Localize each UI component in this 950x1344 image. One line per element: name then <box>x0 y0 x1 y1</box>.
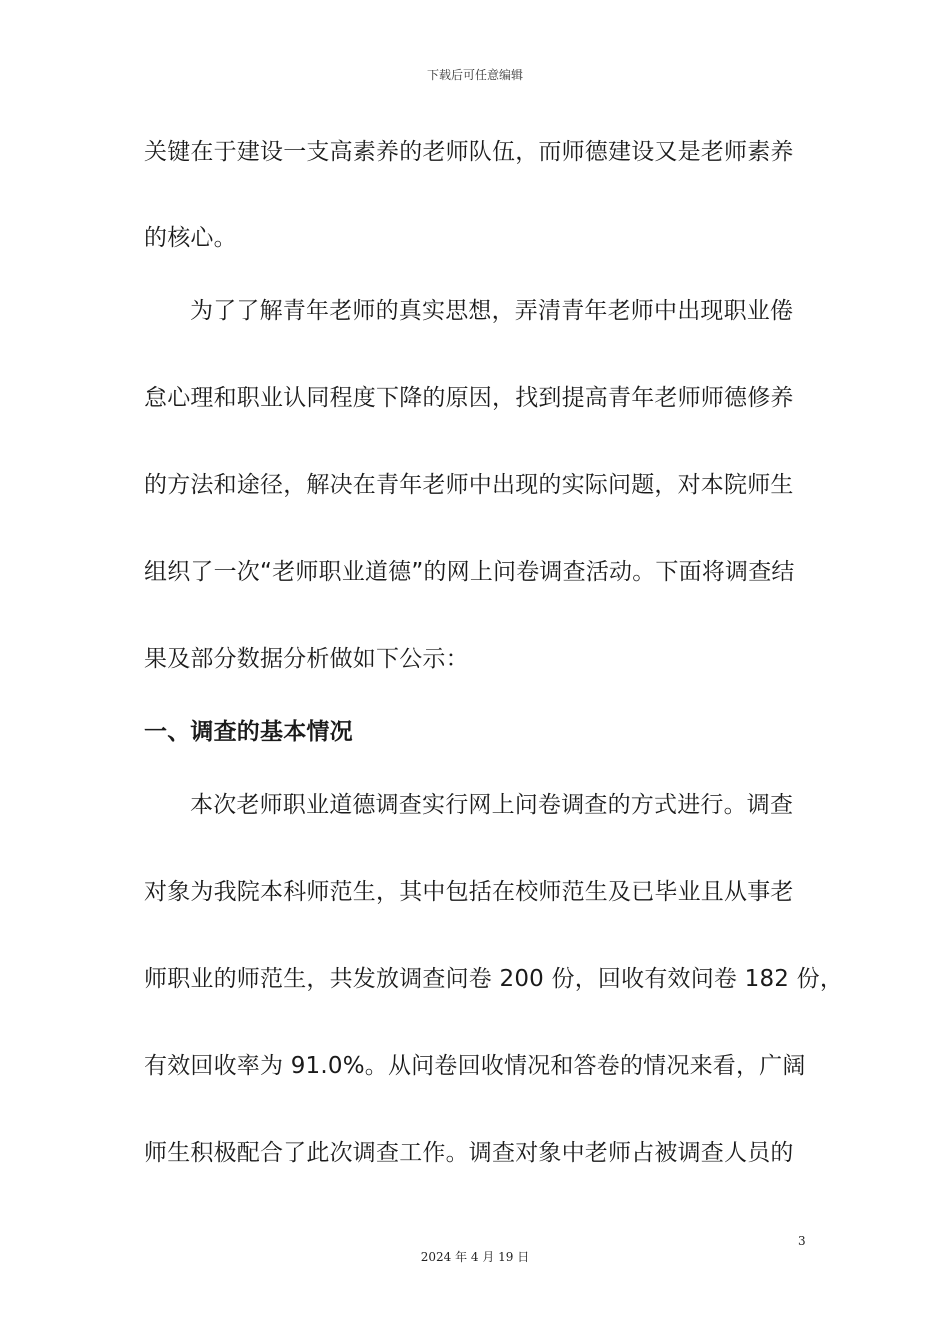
paragraph-line: 对象为我院本科师范生，其中包括在校师范生及已毕业且从事老 <box>144 879 794 905</box>
paragraph-line: 师生积极配合了此次调查工作。调查对象中老师占被调查人员的 <box>144 1140 794 1166</box>
paragraph-line: 果及部分数据分析做如下公示： <box>144 646 469 672</box>
paragraph-line: 本次老师职业道德调查实行网上问卷调查的方式进行。调查 <box>190 792 794 818</box>
page-number: 3 <box>798 1234 806 1248</box>
section-heading: 一、调查的基本情况 <box>144 719 353 745</box>
page-header: 下载后可任意编辑 <box>426 68 523 82</box>
paragraph-line: 关键在于建设一支高素养的老师队伍，而师德建设又是老师素养 <box>144 139 794 165</box>
paragraph-line: 组织了一次“老师职业道德”的网上问卷调查活动。下面将调查结 <box>144 559 795 585</box>
paragraph-line: 的核心。 <box>144 225 237 251</box>
footer-date: 2024 年 4 月 19 日 <box>420 1250 530 1264</box>
paragraph-line: 的方法和途径，解决在青年老师中出现的实际问题，对本院师生 <box>144 472 794 498</box>
paragraph-line: 为了了解青年老师的真实思想，弄清青年老师中出现职业倦 <box>190 298 794 324</box>
paragraph-line: 有效回收率为 91.0%。从问卷回收情况和答卷的情况来看，广阔 <box>144 1053 806 1079</box>
paragraph-line: 怠心理和职业认同程度下降的原因，找到提高青年老师师德修养 <box>144 385 794 411</box>
paragraph-line: 师职业的师范生，共发放调查问卷 200 份，回收有效问卷 182 份， <box>144 966 844 992</box>
